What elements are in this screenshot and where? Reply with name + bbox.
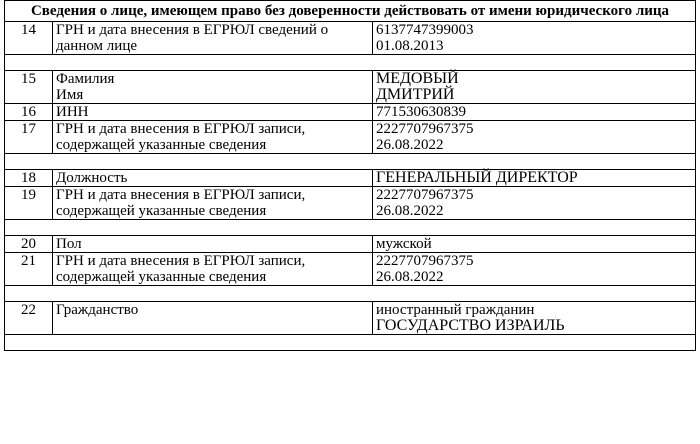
value-line: иностранный гражданин bbox=[376, 302, 535, 318]
row-value bbox=[373, 104, 696, 121]
row-label bbox=[53, 71, 373, 104]
row-value bbox=[373, 170, 696, 187]
spacer-cell bbox=[5, 286, 696, 302]
row-number: 14 bbox=[5, 22, 53, 55]
spacer-row bbox=[5, 55, 696, 71]
value-line: 26.08.2022 bbox=[376, 137, 444, 153]
spacer-cell bbox=[5, 55, 696, 71]
row-label bbox=[53, 236, 373, 253]
label-line: ГРН и дата внесения в ЕГРЮЛ записи, bbox=[56, 121, 306, 137]
table-row bbox=[5, 121, 696, 154]
spacer-cell bbox=[5, 220, 696, 236]
row-label bbox=[53, 302, 373, 335]
label-line: Имя bbox=[56, 87, 84, 103]
row-value bbox=[373, 236, 696, 253]
value-line: МЕДОВЫЙ bbox=[376, 70, 459, 87]
row-label bbox=[53, 104, 373, 121]
section-title: Сведения о лице, имеющем право без доверенности действовать от имени юридического лица bbox=[5, 1, 696, 22]
table-row bbox=[5, 253, 696, 286]
row-number: 18 bbox=[5, 170, 53, 187]
row-label bbox=[53, 187, 373, 220]
spacer-row bbox=[5, 154, 696, 170]
row-value bbox=[373, 121, 696, 154]
value-line: 2227707967375 bbox=[376, 253, 474, 269]
row-number: 15 bbox=[5, 71, 53, 104]
label-line: содержащей указанные сведения bbox=[56, 137, 267, 153]
table-row bbox=[5, 302, 696, 335]
spacer-row bbox=[5, 220, 696, 236]
label-line: содержащей указанные сведения bbox=[56, 269, 267, 285]
row-label bbox=[53, 22, 373, 55]
label-line: Фамилия bbox=[56, 71, 115, 87]
label-line: ГРН и дата внесения в ЕГРЮЛ записи, bbox=[56, 187, 306, 203]
table-row bbox=[5, 187, 696, 220]
row-value bbox=[373, 302, 696, 335]
table-row bbox=[5, 236, 696, 253]
value-line: 26.08.2022 bbox=[376, 269, 444, 285]
label-line: ГРН и дата внесения в ЕГРЮЛ записи, bbox=[56, 253, 306, 269]
row-value bbox=[373, 253, 696, 286]
row-number: 20 bbox=[5, 236, 53, 253]
value-line: мужской bbox=[376, 236, 432, 252]
table-row bbox=[5, 22, 696, 55]
spacer-cell bbox=[5, 154, 696, 170]
value-line: ГОСУДАРСТВО ИЗРАИЛЬ bbox=[376, 317, 565, 334]
label-line: ИНН bbox=[56, 104, 89, 120]
row-label bbox=[53, 253, 373, 286]
row-number: 22 bbox=[5, 302, 53, 335]
spacer-row bbox=[5, 286, 696, 302]
label-line: Гражданство bbox=[56, 302, 139, 318]
value-line: ГЕНЕРАЛЬНЫЙ ДИРЕКТОР bbox=[376, 169, 578, 186]
section-header-row bbox=[5, 1, 696, 22]
value-line: 26.08.2022 bbox=[376, 203, 444, 219]
value-line: 01.08.2013 bbox=[376, 38, 444, 54]
label-line: содержащей указанные сведения bbox=[56, 203, 267, 219]
row-value bbox=[373, 22, 696, 55]
table-row bbox=[5, 71, 696, 104]
row-label bbox=[53, 170, 373, 187]
row-number: 17 bbox=[5, 121, 53, 154]
spacer-row bbox=[5, 335, 696, 351]
row-value bbox=[373, 71, 696, 104]
row-value bbox=[373, 187, 696, 220]
row-number: 16 bbox=[5, 104, 53, 121]
value-line: ДМИТРИЙ bbox=[376, 86, 455, 103]
value-line: 771530630839 bbox=[376, 104, 466, 120]
label-line: Пол bbox=[56, 236, 82, 252]
person-info-table bbox=[4, 0, 696, 351]
table-row bbox=[5, 170, 696, 187]
table-row bbox=[5, 104, 696, 121]
value-line: 2227707967375 bbox=[376, 121, 474, 137]
spacer-cell bbox=[5, 335, 696, 351]
value-line: 6137747399003 bbox=[376, 22, 474, 38]
label-line: Должность bbox=[56, 170, 128, 186]
value-line: 2227707967375 bbox=[376, 187, 474, 203]
row-label bbox=[53, 121, 373, 154]
row-number: 19 bbox=[5, 187, 53, 220]
label-line: ГРН и дата внесения в ЕГРЮЛ сведений о bbox=[56, 22, 329, 38]
label-line: данном лице bbox=[56, 38, 137, 54]
row-number: 21 bbox=[5, 253, 53, 286]
